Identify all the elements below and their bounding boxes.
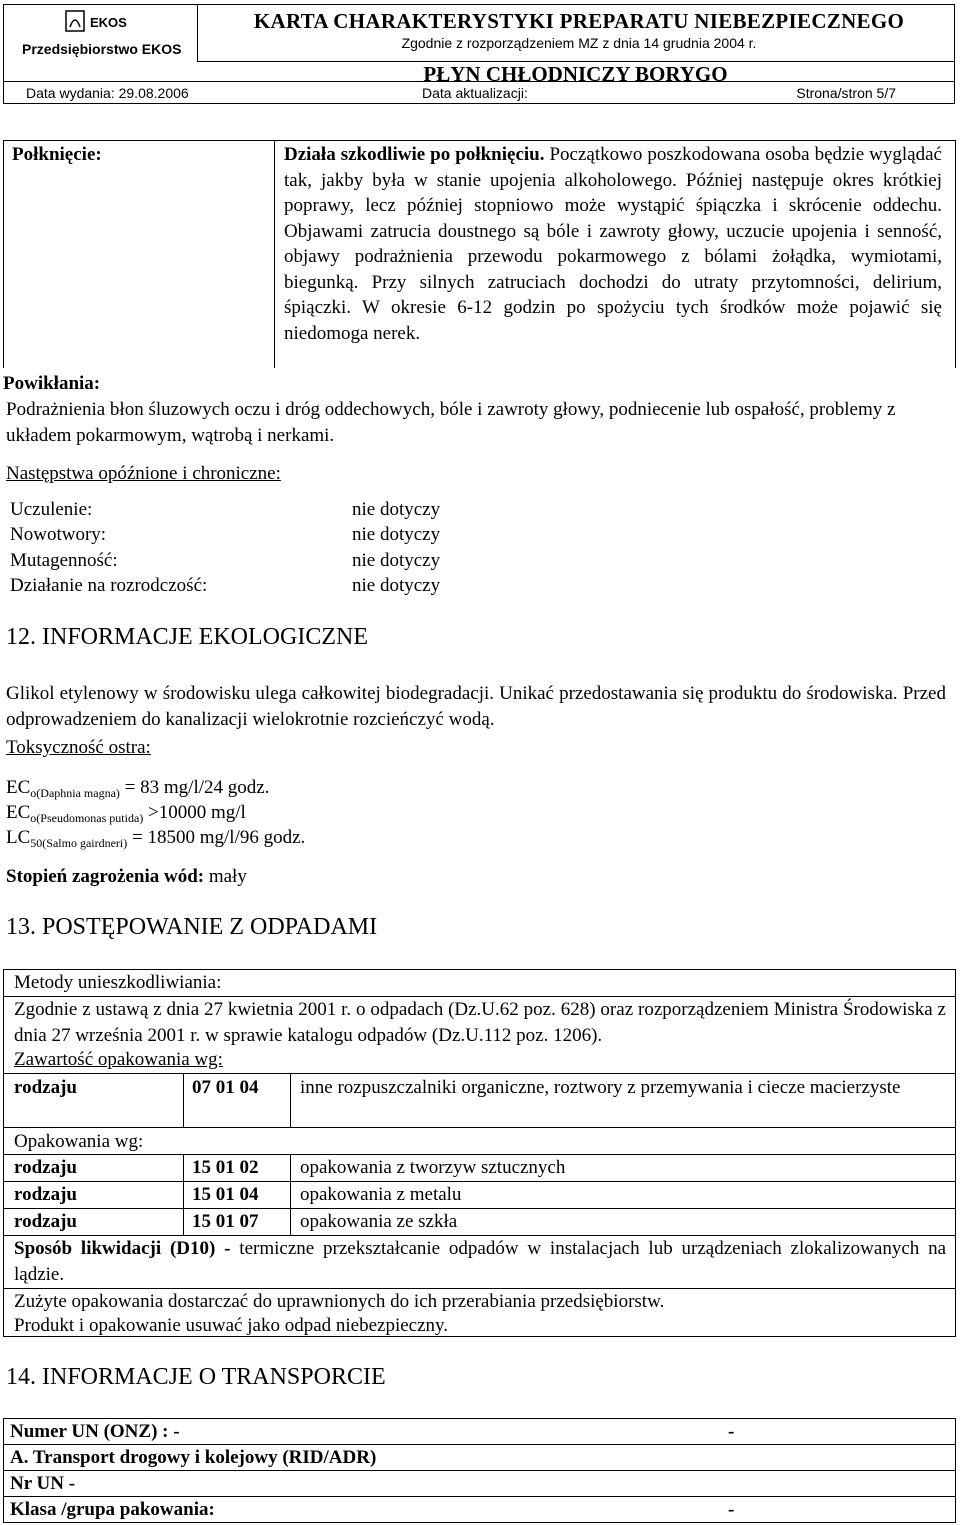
ingestion-divider: [274, 140, 275, 368]
section-12-text: Glikol etylenowy w środowisku ulega całkowitej biodegradacji. Unikać przedostawania się produktu do środowiska. Przed odprowadzeniem do kanalizacji wielokrotnie rozcieńczyć wodą.: [6, 683, 946, 730]
packaging-code: 15 01 04: [192, 1184, 259, 1205]
document-title: KARTA CHARAKTERYSTYKI PREPARATU NIEBEZPIECZNEGO: [253, 9, 905, 33]
header-divider-vertical: [197, 5, 198, 61]
section-14-title: 14. INFORMACJE O TRANSPORCIE: [6, 1364, 386, 1390]
logo-text: EKOS: [90, 15, 127, 30]
water-hazard-label: Stopień zagrożenia wód:: [6, 866, 205, 887]
transport-row-value: -: [728, 1421, 735, 1442]
waste-table-line: [3, 1073, 956, 1074]
packaging-desc: opakowania z metalu: [300, 1184, 462, 1205]
document-header: [3, 4, 955, 86]
complications-label: Powikłania:: [3, 373, 101, 394]
waste-kind: rodzaju: [14, 1077, 77, 1098]
tox-row-daphnia: $EC_{o(Daphnia magna)} = 83$ mg/l/24 godz.: [6, 777, 270, 800]
waste-table-line: [3, 1208, 956, 1209]
waste-table-line: [3, 1181, 956, 1182]
delayed-row-label: Nowotwory:: [10, 524, 107, 545]
waste-code: 07 01 04: [192, 1077, 259, 1098]
disposal-method: [14, 1236, 946, 1287]
transport-row: Numer UN (ONZ) : -: [10, 1421, 180, 1442]
waste-table-col: [183, 1154, 184, 1235]
packaging-kind: rodzaju: [14, 1211, 77, 1232]
tox-row-pseudomonas: $EC_{o(Pseudomonas putida)} >10000$ mg/l: [6, 802, 246, 825]
water-hazard: [6, 864, 247, 890]
ekos-logo: [64, 7, 144, 37]
delayed-row-value: nie dotyczy: [352, 524, 441, 545]
disposal-methods-text: Zgodnie z ustawą z dnia 27 kwietnia 2001 r. o odpadach (Dz.U.62 poz. 628) oraz rozporządzeniem Ministra Środowiska z dnia 27 września 2001 r. w sprawie katalogu odpadów (Dz.U.112 poz. 1206).: [14, 999, 946, 1046]
packaging-desc: opakowania z tworzyw sztucznych: [300, 1157, 566, 1178]
waste-note: Produkt i opakowanie usuwać jako odpad niebezpieczny.: [14, 1315, 449, 1336]
packaging-content-label: Zawartość opakowania wg:: [14, 1049, 223, 1070]
packaging-code: 15 01 07: [192, 1211, 259, 1232]
toxicity-label: Toksyczność ostra:: [6, 737, 151, 758]
delayed-row-label: Mutagenność:: [10, 550, 118, 571]
update-label: Data aktualizacji:: [422, 85, 528, 101]
complications-text: Podrażnienia błon śluzowych oczu i dróg oddechowych, bóle i zawroty głowy, podniecenie lub ospałość, problemy z układem pokarmowym, wątrobą i nerkami.: [6, 399, 896, 446]
ingestion-body: Początkowo poszkodowana osoba będzie wyglądać tak, jakby była w stanie upojenia alkoholowego. Później następuje okres krótkiej poprawy, lecz później stopniowo może wystąpić śpiączka i skrócenie oddechu. Objawami zatrucia doustnego są bóle i zawroty głowy, uczucie upojenia i senność, objawy podrażnienia przewodu pokarmowego z bólami żołądka, wymiotami, biegunką. Przy silnych zatruciach dochodzi do utraty przytomności, delirium, śpiączki. W okresie 6-12 godzin po spożyciu tych środków może pojawić się niedomoga nerek.: [284, 144, 942, 344]
packaging-kind: rodzaju: [14, 1157, 77, 1178]
delayed-row-value: nie dotyczy: [352, 575, 441, 596]
transport-row: Klasa /grupa pakowania:: [10, 1499, 215, 1520]
section-12-title: 12. INFORMACJE EKOLOGICZNE: [6, 624, 368, 650]
waste-table-line: [3, 1127, 956, 1128]
disposal-method-text: termiczne przekształcanie odpadów w instalacjach lub urządzeniach zlokalizowanych na lądzie.: [14, 1238, 946, 1285]
delayed-row-label: Uczulenie:: [10, 499, 93, 520]
transport-row: A. Transport drogowy i kolejowy (RID/ADR): [10, 1447, 377, 1468]
issue-date: Data wydania: 29.08.2006: [26, 85, 189, 101]
waste-table-col: [290, 1154, 291, 1235]
packaging-label: Opakowania wg:: [14, 1131, 144, 1152]
ingestion-label: Połknięcie:: [12, 144, 102, 165]
delayed-row-label: Działanie na rozrodczość:: [10, 575, 208, 596]
waste-note: Zużyte opakowania dostarczać do uprawnionych do ich przerabiania przedsiębiorstw.: [14, 1291, 665, 1312]
company-name: Przedsiębiorstwo EKOS: [22, 41, 182, 57]
delayed-row-value: nie dotyczy: [352, 550, 441, 571]
waste-table-col: [290, 1073, 291, 1127]
delayed-row-value: nie dotyczy: [352, 499, 441, 520]
ingestion-text: [284, 142, 942, 346]
ingestion-lead: Działa szkodliwie po połknięciu.: [284, 144, 545, 165]
section-13-title: 13. POSTĘPOWANIE Z ODPADAMI: [6, 914, 378, 940]
transport-row: Nr UN -: [10, 1473, 76, 1494]
delayed-effects-label: Następstwa opóźnione i chroniczne:: [6, 463, 281, 484]
document-subtitle: Zgodnie z rozporządzeniem MZ z dnia 14 grudnia 2004 r.: [401, 35, 757, 51]
disposal-methods-label: Metody unieszkodliwiania:: [14, 972, 222, 993]
transport-row-value: -: [728, 1499, 735, 1520]
disposal-method-lead: Sposób likwidacji (D10) -: [14, 1238, 231, 1259]
date-line: [3, 82, 955, 104]
product-name: PŁYN CHŁODNICZY BORYGO: [423, 62, 728, 86]
packaging-code: 15 01 02: [192, 1157, 259, 1178]
packaging-desc: opakowania ze szkła: [300, 1211, 458, 1232]
waste-table-col: [183, 1073, 184, 1127]
page-number: Strona/stron 5/7: [796, 85, 896, 101]
waste-desc: inne rozpuszczalniki organiczne, roztwory z przemywania i ciecze macierzyste: [300, 1077, 901, 1098]
tox-row-salmo: $LC_{50(Salmo gairdneri)} = 18500$ mg/l/96 godz.: [6, 827, 306, 850]
water-hazard-value: mały: [204, 866, 247, 887]
packaging-kind: rodzaju: [14, 1184, 77, 1205]
